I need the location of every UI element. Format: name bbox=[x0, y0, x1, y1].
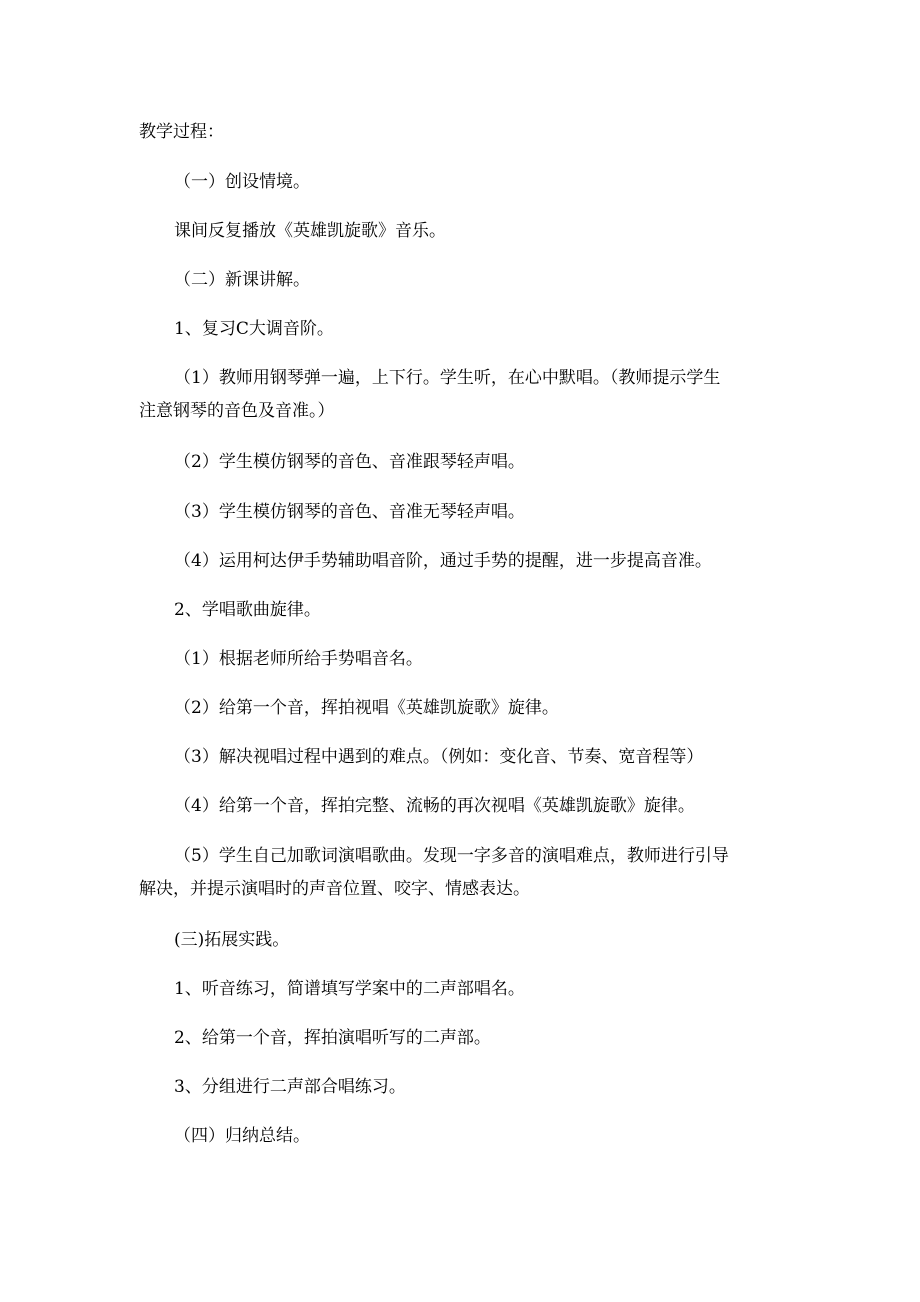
review-scale-step-4: （4）运用柯达伊手势辅助唱音阶，通过手势的提醒，进一步提高音准。 bbox=[174, 551, 712, 571]
section-create-context-title: （一）创设情境。 bbox=[174, 172, 310, 192]
learn-melody-step-4: （4）给第一个音，挥拍完整、流畅的再次视唱《英雄凯旋歌》旋律。 bbox=[174, 796, 695, 816]
review-scale-step-3: （3）学生模仿钢琴的音色、音准无琴轻声唱。 bbox=[174, 502, 525, 522]
learn-melody-step-5-line-2: 解决，并提示演唱时的声音位置、咬字、情感表达。 bbox=[139, 879, 530, 899]
review-scale-step-1-line-1: （1）教师用钢琴弹一遍，上下行。学生听，在心中默唱。（教师提示学生 bbox=[174, 368, 721, 388]
lesson-process-heading: 教学过程： bbox=[139, 122, 224, 142]
review-scale-title: 1、复习C大调音阶。 bbox=[174, 319, 334, 339]
practice-item-1: 1、听音练习，简谱填写学案中的二声部唱名。 bbox=[174, 979, 525, 999]
section-summary-title: （四）归纳总结。 bbox=[174, 1126, 310, 1146]
section-new-lesson-title: （二）新课讲解。 bbox=[174, 270, 310, 290]
learn-melody-step-5-line-1: （5）学生自己加歌词演唱歌曲。发现一字多音的演唱难点，教师进行引导 bbox=[174, 846, 729, 866]
learn-melody-title: 2、学唱歌曲旋律。 bbox=[174, 600, 321, 620]
section-create-context-text: 课间反复播放《英雄凯旋歌》音乐。 bbox=[174, 221, 446, 241]
review-scale-step-1-line-2: 注意钢琴的音色及音准。） bbox=[139, 401, 335, 421]
review-scale-step-2: （2）学生模仿钢琴的音色、音准跟琴轻声唱。 bbox=[174, 452, 525, 472]
learn-melody-step-2: （2）给第一个音，挥拍视唱《英雄凯旋歌》旋律。 bbox=[174, 698, 559, 718]
learn-melody-step-3: （3）解决视唱过程中遇到的难点。（例如：变化音、节奏、宽音程等） bbox=[174, 747, 704, 767]
practice-item-3: 3、分组进行二声部合唱练习。 bbox=[174, 1077, 406, 1097]
practice-item-2: 2、给第一个音，挥拍演唱听写的二声部。 bbox=[174, 1028, 491, 1048]
learn-melody-step-1: （1）根据老师所给手势唱音名。 bbox=[174, 649, 423, 669]
section-practice-title: (三)拓展实践。 bbox=[174, 930, 290, 950]
